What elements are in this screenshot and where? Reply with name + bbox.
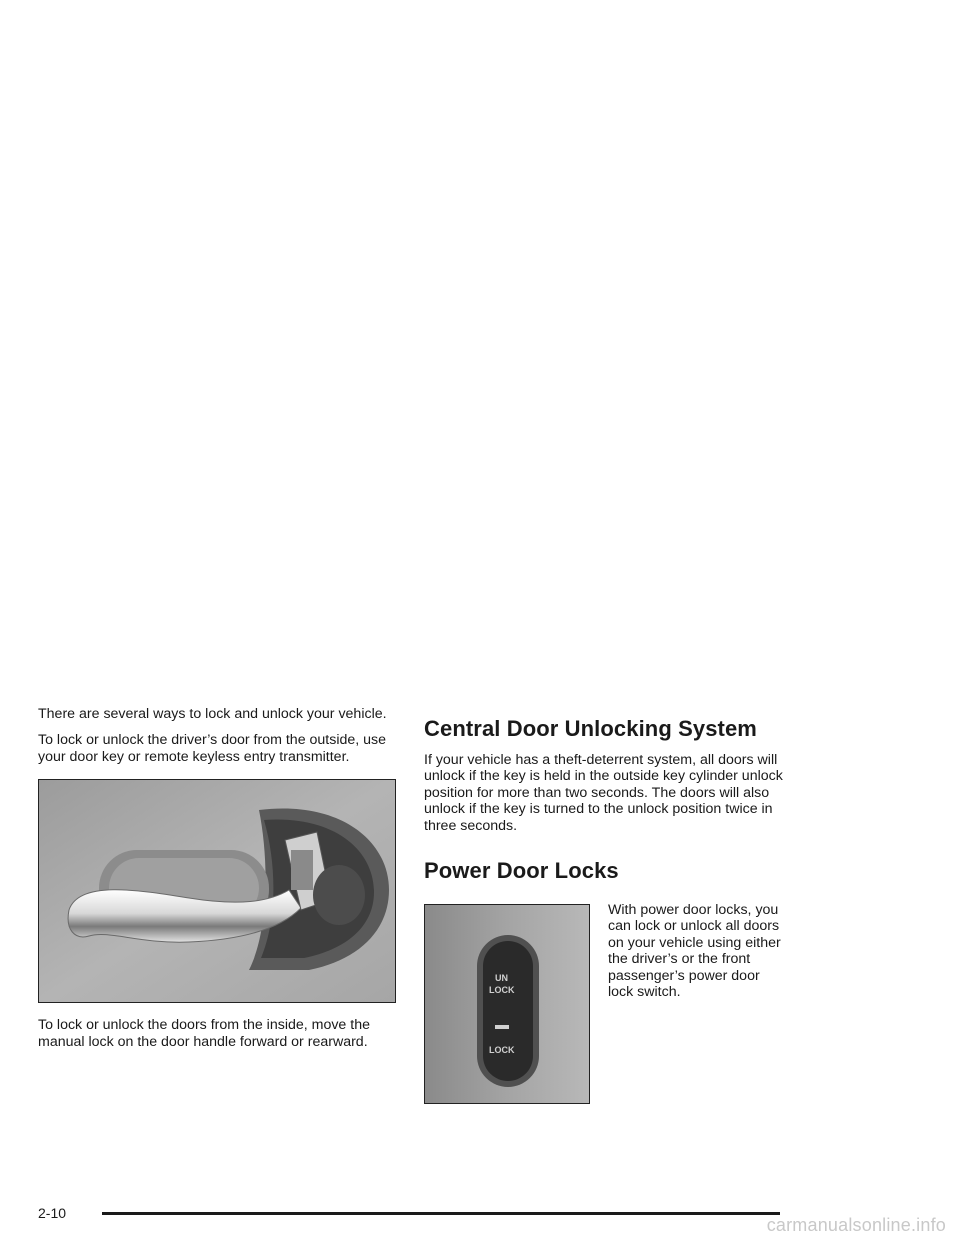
central-unlocking-heading: Central Door Unlocking System: [424, 716, 757, 741]
power-lock-row: [424, 904, 804, 1104]
left-column: [38, 706, 398, 1050]
power-door-locks-paragraph: With power door locks, you can lock or unlock all doors on your vehicle using either the driver’s or the front passenger’s power door lock switch.: [608, 902, 781, 1001]
power-lock-switch-photo: [424, 904, 590, 1104]
intro-paragraph: There are several ways to lock and unlock your vehicle.: [38, 706, 387, 722]
switch-lock-label: LOCK: [489, 1045, 515, 1056]
door-handle-photo: [38, 779, 396, 1003]
inside-lock-paragraph: To lock or unlock the doors from the inside, move the manual lock on the door handle forward or rearward.: [38, 1017, 370, 1050]
footer-rule: [102, 1212, 780, 1215]
switch-unlock-label-top: UN: [495, 973, 508, 984]
power-door-locks-heading: Power Door Locks: [424, 858, 619, 884]
page-number: 2-10: [38, 1205, 67, 1221]
right-column: [424, 716, 804, 1104]
central-unlocking-paragraph: If your vehicle has a theft-deterrent system, all doors will unlock if the key is held in the outside key cylinder unlock position for more than two seconds. The doors will also unlock if the key is turned to the unlock position twice in three seconds.: [424, 752, 783, 834]
outside-lock-paragraph: To lock or unlock the driver’s door from the outside, use your door key or remote keyless entry transmitter.: [38, 732, 387, 765]
switch-unlock-label-bottom: LOCK: [489, 985, 515, 996]
watermark: carmanualsonline.info: [766, 1215, 946, 1235]
